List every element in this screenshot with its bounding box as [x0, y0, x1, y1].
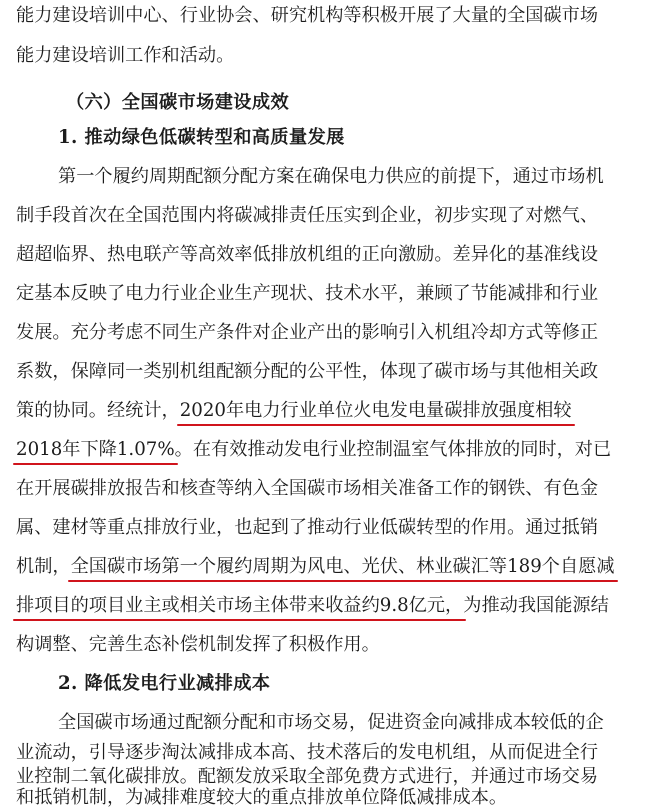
paragraph-line: 构调整、完善生态补偿机制发挥了积极作用。 — [16, 634, 380, 655]
paragraph-line: 属、建材等重点排放行业，也起到了推动行业低碳转型的作用。通过抵销 — [16, 517, 599, 538]
paragraph-line: 超超临界、热电联产等高效率低排放机组的正向激励。差异化的基准线设 — [16, 244, 599, 265]
paragraph-line: 发展。充分考虑不同生产条件对企业产出的影响引入机组冷却方式等修正 — [16, 322, 599, 343]
line-text: 。在有效推动发电行业控制温室气体排放的同时，对已 — [174, 439, 612, 460]
paragraph-line: 第一个履约周期配额分配方案在确保电力供应的前提下，通过市场机 — [58, 166, 604, 187]
paragraph-line: 在开展碳排放报告和核查等纳入全国碳市场相关准备工作的钢铁、有色金 — [16, 478, 599, 499]
paragraph-line: 系数，保障同一类别机组配额分配的公平性，体现了碳市场与其他相关政 — [16, 361, 599, 382]
line-text: 机制， — [16, 556, 71, 577]
highlighted-text: 2020年电力行业单位火电发电量碳排放强度相较 — [179, 400, 572, 421]
highlighted-text: 2018年下降1.07% — [16, 439, 175, 460]
paragraph-line: 业流动，引导逐步淘汰减排成本高、技术落后的发电机组，从而促进全行 — [16, 742, 599, 763]
paragraph-line: 和抵销机制，为减排难度较大的重点排放单位降低减排成本。 — [16, 787, 508, 808]
line-text: 为推动我国能源结 — [463, 595, 609, 616]
line-text: 策的协同。经统计， — [16, 400, 180, 421]
subsection-heading: 1. 推动绿色低碳转型和高质量发展 — [58, 127, 345, 148]
section-heading: （六）全国碳市场建设成效 — [66, 92, 290, 113]
highlighted-text: 排项目的项目业主或相关市场主体带来收益约9.8亿元， — [16, 595, 464, 616]
paragraph-line: 能力建设培训工作和活动。 — [16, 45, 235, 66]
highlighted-text: 全国碳市场第一个履约周期为风电、光伏、林业碳汇等189个自愿减 — [70, 556, 615, 577]
paragraph-line: 业控制二氧化碳排放。配额发放采取全部免费方式进行，并通过市场交易 — [16, 766, 599, 787]
paragraph-line — [16, 554, 615, 580]
paragraph-line: 能力建设培训中心、行业协会、研究机构等积极开展了大量的全国碳市场 — [16, 5, 599, 26]
paragraph-line — [16, 398, 572, 424]
paragraph-line: 全国碳市场通过配额分配和市场交易，促进资金向减排成本较低的企 — [58, 712, 604, 733]
paragraph-line: 定基本反映了电力行业企业生产现状、技术水平，兼顾了节能减排和行业 — [16, 283, 599, 304]
paragraph-line: 制手段首次在全国范围内将碳减排责任压实到企业，初步实现了对燃气、 — [16, 205, 599, 226]
paragraph-line — [16, 437, 611, 463]
subsection-heading: 2. 降低发电行业减排成本 — [58, 673, 271, 694]
paragraph-line — [16, 593, 609, 619]
